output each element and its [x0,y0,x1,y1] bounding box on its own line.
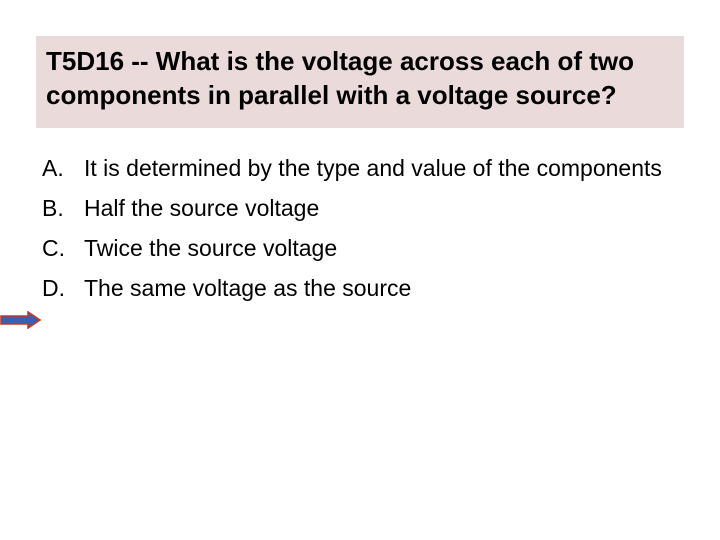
question-header [36,36,684,128]
option-text: It is determined by the type and value of the components [84,155,662,181]
option-a [42,148,682,188]
option-text: Twice the source voltage [84,235,338,261]
option-text: The same voltage as the source [84,275,412,301]
option-letter: D. [42,275,65,301]
option-text: Half the source voltage [84,195,320,221]
option-letter: B. [42,195,64,221]
question-title: T5D16 -- What is the voltage across each of two components in parallel with a voltage source? [46,46,635,110]
option-d [42,268,682,308]
right-arrow-icon [0,311,42,329]
option-c [42,228,682,268]
answer-options-list [42,148,682,308]
option-letter: A. [42,155,64,181]
option-b [42,188,682,228]
option-letter: C. [42,235,65,261]
